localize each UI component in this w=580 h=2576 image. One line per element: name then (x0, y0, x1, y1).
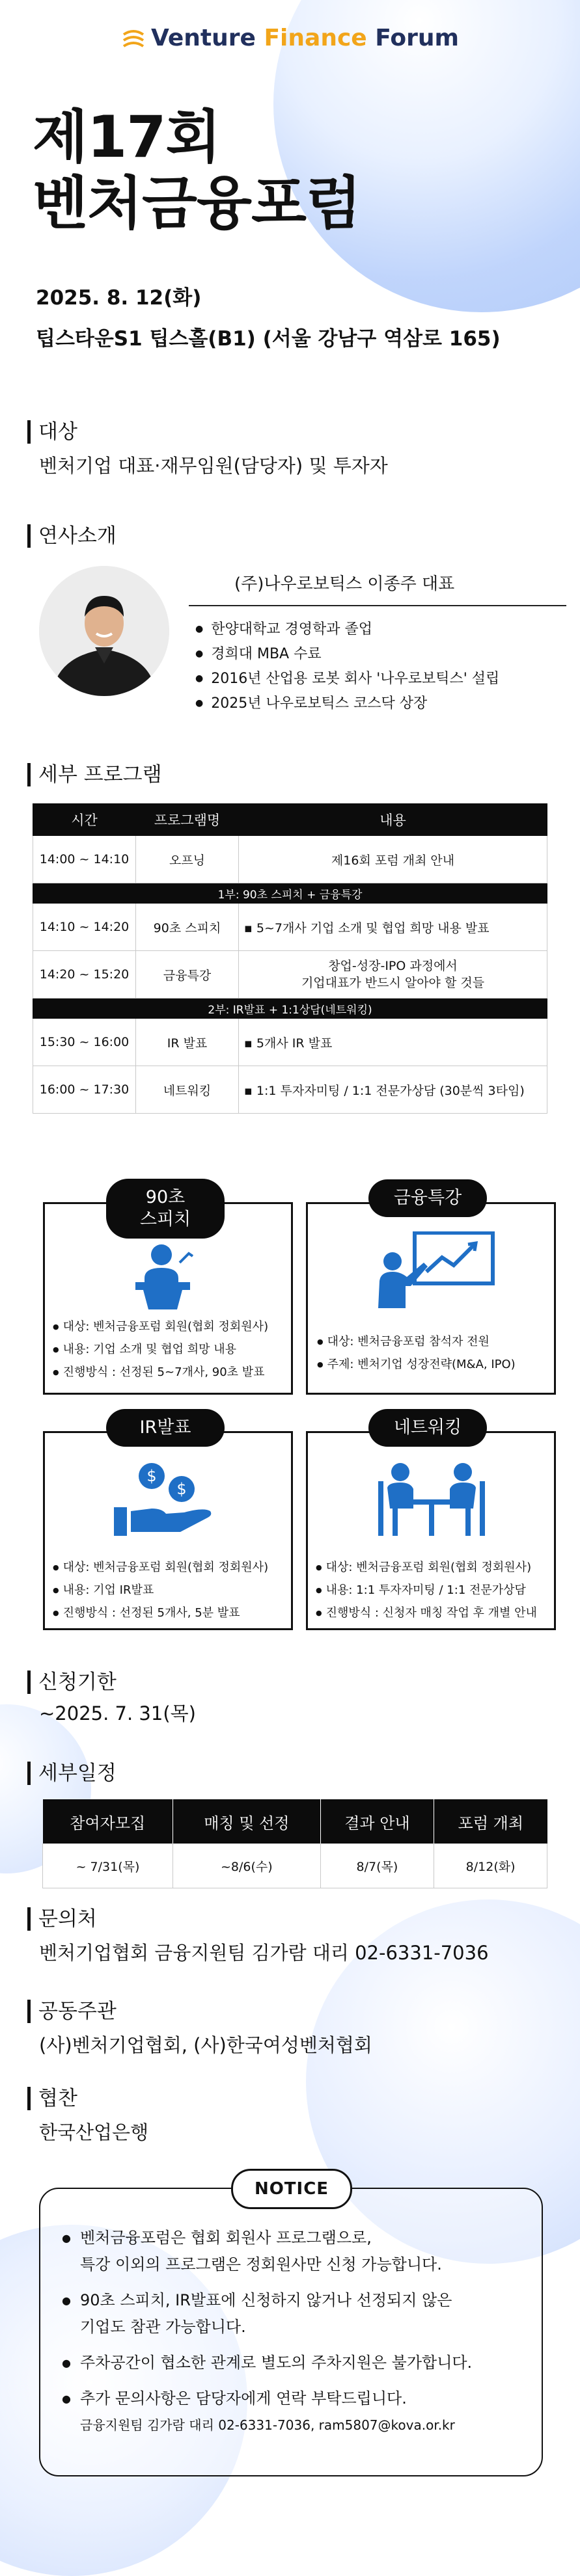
list-item: ● 대상: 벤처금융포럼 회원(협회 정회원사) (53, 1316, 268, 1339)
speaker-photo (39, 566, 169, 696)
cell-time: 14:20 ~ 15:20 (33, 951, 136, 999)
card-networking (306, 1431, 556, 1630)
deadline-text: ~2025. 7. 31(목) (39, 1702, 196, 1724)
title-line2: 벤처금융포럼 (33, 170, 361, 237)
list-item: ● 대상: 벤처금융포럼 참석자 전원 (317, 1331, 516, 1354)
notice-contact-line: 금융지원팀 김가람 대리 02-6331-7036, ram5807@kova.or.kr (80, 2417, 455, 2433)
investment-hand-icon (113, 1462, 217, 1542)
table-section-row (33, 883, 547, 904)
list-item: ● 내용: 기업 소개 및 협업 희망 내용 (53, 1339, 268, 1362)
cell-content: 창업-성장-IPO 과정에서 기업대표가 반드시 알아야 할 것들 (239, 951, 547, 999)
card-ir-presentation (43, 1431, 293, 1630)
speaker-name: (주)나우로보틱스 이종주 대표 (234, 574, 455, 594)
card-items (317, 1331, 516, 1376)
list-item: ● 2016년 산업용 로봇 회사 '나우로보틱스' 설립 (195, 667, 499, 692)
list-item: ● 경희대 MBA 수료 (195, 643, 499, 667)
host-heading: 공동주관 (27, 2000, 117, 2023)
table-row (33, 1066, 547, 1114)
page-title (33, 104, 361, 237)
contact-text: 벤처기업협회 금융지원팀 김가람 대리 02-6331-7036 (39, 1942, 489, 1964)
column-header: 포럼 개최 (434, 1799, 547, 1844)
table-row (43, 1844, 547, 1888)
table-section-row (33, 999, 547, 1019)
logo-mark-icon (121, 28, 146, 50)
schedule-cell: ~ 7/31(목) (43, 1844, 173, 1888)
card-items (53, 1316, 268, 1384)
list-item: ● 2025년 나우로보틱스 코스닥 상장 (195, 692, 499, 717)
card-items (53, 1557, 268, 1625)
table-row (33, 904, 547, 951)
notice-line: 기업도 참관 가능합니다. (80, 2318, 246, 2336)
divider (189, 605, 566, 606)
event-date: 2025. 8. 12(화) (36, 286, 202, 310)
notice-list (62, 2225, 537, 2448)
column-header: 시간 (33, 804, 136, 836)
cell-content: ▪ 1:1 투자자미팅 / 1:1 전문가상담 (30분씩 3타임) (239, 1066, 547, 1114)
list-item: ● 내용: 1:1 투자자미팅 / 1:1 전문가상담 (316, 1579, 537, 1602)
notice-line: 특강 이외의 프로그램은 정회원사만 신청 가능합니다. (80, 2255, 442, 2274)
column-header: 참여자모집 (43, 1799, 173, 1844)
audience-heading: 대상 (27, 420, 77, 444)
section-label: 1부: 90초 스피치 + 금융특강 (33, 883, 547, 904)
contact-heading: 문의처 (27, 1907, 97, 1931)
audience-text: 벤처기업 대표·재무임원(담당자) 및 투자자 (39, 455, 388, 477)
cell-name: 오프닝 (136, 836, 239, 883)
table-row (33, 951, 547, 999)
column-header: 내용 (239, 804, 547, 836)
notice-tag: NOTICE (231, 2169, 352, 2209)
svg-text:$: $ (146, 1467, 157, 1485)
program-heading: 세부 프로그램 (27, 763, 162, 786)
cell-content: ▪ 5개사 IR 발표 (239, 1019, 547, 1066)
event-place: 팁스타운S1 팁스홀(B1) (서울 강남구 역삼로 165) (36, 327, 501, 351)
lecture-board-icon (366, 1231, 497, 1312)
notice-line: ● 추가 문의사항은 담당자에게 연락 부탁드립니다. (80, 2389, 407, 2408)
notice-item (62, 2225, 537, 2278)
cell-time: 15:30 ~ 16:00 (33, 1019, 136, 1066)
speaker-podium-icon (121, 1242, 212, 1316)
notice-line: ● 90초 스피치, IR발표에 신청하지 않거나 선정되지 않은 (80, 2291, 452, 2309)
sponsor-heading: 협찬 (27, 2087, 77, 2110)
schedule-cell: 8/12(화) (434, 1844, 547, 1888)
cell-time: 16:00 ~ 17:30 (33, 1066, 136, 1114)
brand-prefix: Venture (150, 25, 264, 51)
title-line1: 제17회 (33, 103, 221, 170)
cell-name: 금융특강 (136, 951, 239, 999)
column-header: 프로그램명 (136, 804, 239, 836)
card-tag: 금융특강 (368, 1179, 487, 1217)
notice-item (62, 2350, 537, 2376)
schedule-cell: ~8/6(수) (173, 1844, 321, 1888)
deadline-heading: 신청기한 (27, 1670, 117, 1694)
program-table (33, 803, 547, 1114)
section-label: 2부: IR발표 + 1:1상담(네트워킹) (33, 999, 547, 1019)
schedule-table (42, 1799, 547, 1888)
list-item: ● 내용: 기업 IR발표 (53, 1579, 268, 1602)
speaker-portrait-icon (39, 566, 169, 696)
schedule-cell: 8/7(목) (320, 1844, 434, 1888)
cell-content: ▪ 5~7개사 기업 소개 및 협업 희망 내용 발표 (239, 904, 547, 951)
notice-item (62, 2385, 537, 2439)
card-tag: IR발표 (106, 1409, 225, 1447)
list-item: ● 진행방식 : 선정된 5개사, 5분 발표 (53, 1602, 268, 1625)
list-item: ● 주제: 벤처기업 성장전략(M&A, IPO) (317, 1354, 516, 1376)
cell-name: 네트워킹 (136, 1066, 239, 1114)
notice-line: ● 주차공간이 협소한 관계로 별도의 주차지원은 불가합니다. (80, 2354, 473, 2372)
cell-content: 제16회 포럼 개최 안내 (239, 836, 547, 883)
list-item: ● 대상: 벤처금융포럼 회원(협회 정회원사) (53, 1557, 268, 1579)
notice-item (62, 2287, 537, 2341)
list-item: ● 진행방식 : 신청자 매칭 작업 후 개별 안내 (316, 1602, 537, 1625)
list-item: ● 진행방식 : 선정된 5~7개사, 90초 발표 (53, 1362, 268, 1384)
cell-time: 14:00 ~ 14:10 (33, 836, 136, 883)
brand-suffix: Forum (366, 25, 460, 51)
brand-logo (0, 25, 580, 51)
column-header: 매칭 및 선정 (173, 1799, 321, 1844)
card-finance-lecture (306, 1202, 556, 1395)
speaker-career-list (195, 618, 499, 717)
card-items (316, 1557, 537, 1625)
table-row (33, 1019, 547, 1066)
card-tag: 네트워킹 (368, 1409, 487, 1447)
cell-name: 90초 스피치 (136, 904, 239, 951)
notice-line: ● 벤처금융포럼은 협회 회원사 프로그램으로, (80, 2229, 372, 2247)
brand-accent: Finance (264, 25, 367, 51)
schedule-heading: 세부일정 (27, 1762, 117, 1785)
list-item: ● 대상: 벤처금융포럼 회원(협회 정회원사) (316, 1557, 537, 1579)
card-tag: 90초 스피치 (106, 1179, 225, 1239)
speaker-heading: 연사소개 (27, 524, 117, 548)
table-row (33, 836, 547, 883)
svg-text:$: $ (176, 1480, 187, 1498)
cell-time: 14:10 ~ 14:20 (33, 904, 136, 951)
list-item: ● 한양대학교 경영학과 졸업 (195, 618, 499, 643)
cell-name: IR 발표 (136, 1019, 239, 1066)
meeting-table-icon (373, 1462, 490, 1542)
column-header: 결과 안내 (320, 1799, 434, 1844)
sponsor-text: 한국산업은행 (39, 2121, 149, 2143)
host-text: (사)벤처기업협회, (사)한국여성벤처협회 (39, 2034, 372, 2056)
